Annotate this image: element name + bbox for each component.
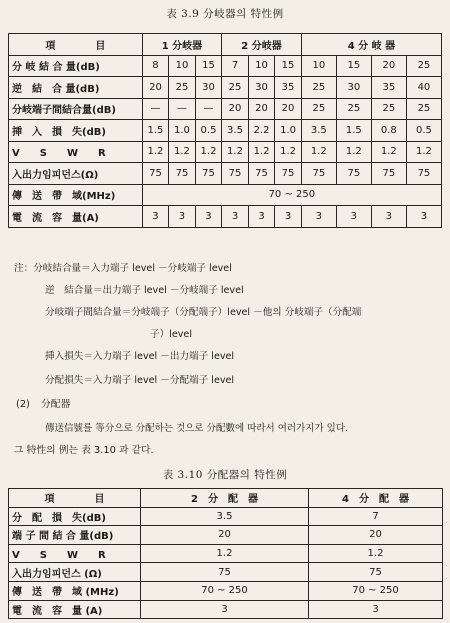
cell-value: 15 bbox=[195, 55, 222, 77]
cell-value: 3 bbox=[248, 206, 275, 228]
cell-value: 75 bbox=[275, 163, 302, 185]
row-label: 電 流 容 量 (A) bbox=[9, 600, 141, 619]
cell-value: 1.2 bbox=[248, 141, 275, 163]
cell-value: 1.2 bbox=[141, 544, 309, 563]
note-text: 分岐結合量＝入力端子 level －分岐端子 level bbox=[33, 263, 232, 274]
cell-value: 3 bbox=[406, 206, 441, 228]
row-label: 入出力임피던스(Ω) bbox=[9, 163, 143, 185]
cell-value: 75 bbox=[222, 163, 249, 185]
cell-value: 3 bbox=[141, 600, 309, 619]
cell-value: 1.5 bbox=[336, 120, 371, 142]
cell-value: 8 bbox=[142, 55, 169, 77]
note-4: 挿入損失＝入力端子 level －出力端子 level bbox=[45, 351, 235, 362]
note-3: 分岐端子間結合量＝分岐端子（分配端子）level －他의 分岐端子（分配端 bbox=[45, 307, 362, 318]
cell-value: 75 bbox=[141, 563, 309, 582]
cell-value: 7 bbox=[309, 507, 443, 526]
table-3-9 bbox=[8, 33, 442, 228]
cell-value: 20 bbox=[248, 98, 275, 120]
cell-value: 75 bbox=[406, 163, 441, 185]
table2-caption: 表 3.10 分配器의 特性例 bbox=[162, 469, 288, 481]
cell-value: 3 bbox=[336, 206, 371, 228]
cell-value: 3 bbox=[301, 206, 336, 228]
cell-value: 1.2 bbox=[371, 141, 406, 163]
table-row bbox=[9, 163, 442, 185]
cell-value: — bbox=[169, 98, 196, 120]
cell-value: 75 bbox=[248, 163, 275, 185]
cell-value: 3 bbox=[371, 206, 406, 228]
cell-value: 25 bbox=[371, 98, 406, 120]
cell-value: 10 bbox=[248, 55, 275, 77]
cell-value: 20 bbox=[222, 98, 249, 120]
header-item: 項 目 bbox=[9, 34, 143, 56]
table-row bbox=[9, 600, 443, 619]
cell-value: 1.2 bbox=[275, 141, 302, 163]
row-label: 分 岐 結 合 量(dB) bbox=[9, 55, 143, 77]
note-prefix: 注： bbox=[14, 263, 34, 274]
table-row bbox=[9, 98, 442, 120]
cell-value: 1.2 bbox=[142, 141, 169, 163]
band-value: 70 ~ 250 bbox=[142, 184, 441, 206]
cell-value: 20 bbox=[142, 77, 169, 99]
row-label: 分岐端子間結合量(dB) bbox=[9, 98, 143, 120]
cell-value: 1.2 bbox=[336, 141, 371, 163]
cell-value: 0.5 bbox=[406, 120, 441, 142]
cell-value: 3 bbox=[309, 600, 443, 619]
cell-value: 15 bbox=[275, 55, 302, 77]
note-2: 逆 結合量＝出力端子 level －分岐端子 level bbox=[45, 285, 244, 296]
row-label: V S W R bbox=[9, 141, 143, 163]
cell-value: — bbox=[195, 98, 222, 120]
cell-value: 1.2 bbox=[406, 141, 441, 163]
cell-value: 25 bbox=[301, 77, 336, 99]
cell-value: 75 bbox=[169, 163, 196, 185]
cell-value: 70 ~ 250 bbox=[309, 581, 443, 600]
cell-value: 30 bbox=[195, 77, 222, 99]
cell-value: 0.5 bbox=[195, 120, 222, 142]
cell-value: 1.5 bbox=[142, 120, 169, 142]
table1-caption: 表 3.9 分岐器의 特性例 bbox=[166, 8, 284, 20]
table-row bbox=[9, 55, 442, 77]
row-label: 傳 送 帶 域 (MHz) bbox=[9, 581, 141, 600]
cell-value: 75 bbox=[336, 163, 371, 185]
table-row bbox=[9, 544, 443, 563]
table-header-row bbox=[9, 34, 442, 56]
cell-value: 20 bbox=[309, 526, 443, 545]
cell-value: 25 bbox=[406, 98, 441, 120]
paragraph-line-2: 그 特性의 例는 表 3.10 과 같다. bbox=[14, 445, 154, 456]
header-4-divider: 4 分 配 器 bbox=[309, 489, 443, 508]
cell-value: 2.2 bbox=[248, 120, 275, 142]
cell-value: 40 bbox=[406, 77, 441, 99]
note-1 bbox=[14, 260, 232, 274]
cell-value: 3 bbox=[275, 206, 302, 228]
cell-value: 1.2 bbox=[309, 544, 443, 563]
cell-value: 75 bbox=[142, 163, 169, 185]
table-row bbox=[9, 77, 442, 99]
table-row bbox=[9, 563, 443, 582]
header-item: 項 目 bbox=[9, 489, 141, 508]
cell-value: 3 bbox=[142, 206, 169, 228]
table-row bbox=[9, 120, 442, 142]
cell-value: 1.2 bbox=[222, 141, 249, 163]
cell-value: 25 bbox=[406, 55, 441, 77]
cell-value: 30 bbox=[336, 77, 371, 99]
table-row bbox=[9, 507, 443, 526]
cell-value: 20 bbox=[371, 55, 406, 77]
cell-value: 25 bbox=[222, 77, 249, 99]
cell-value: 1.0 bbox=[275, 120, 302, 142]
cell-value: 30 bbox=[248, 77, 275, 99]
row-label: 分 配 損 失(dB) bbox=[9, 507, 141, 526]
cell-value: 20 bbox=[141, 526, 309, 545]
table-row bbox=[9, 206, 442, 228]
cell-value: 1.2 bbox=[301, 141, 336, 163]
cell-value: 1.2 bbox=[195, 141, 222, 163]
note-5: 分配損失＝入力端子 level －分配端子 level bbox=[45, 375, 235, 386]
cell-value: 10 bbox=[169, 55, 196, 77]
cell-value: 35 bbox=[275, 77, 302, 99]
cell-value: 25 bbox=[336, 98, 371, 120]
cell-value: 3 bbox=[222, 206, 249, 228]
table-row bbox=[9, 526, 443, 545]
cell-value: 3.5 bbox=[301, 120, 336, 142]
header-1-splitter: 1 分岐器 bbox=[142, 34, 222, 56]
section-heading bbox=[16, 396, 70, 410]
cell-value: 75 bbox=[371, 163, 406, 185]
cell-value: 70 ~ 250 bbox=[141, 581, 309, 600]
row-label: 電 流 容 量(A) bbox=[9, 206, 143, 228]
table-header-row bbox=[9, 489, 443, 508]
table-3-10 bbox=[8, 488, 443, 619]
table-row bbox=[9, 141, 442, 163]
cell-value: 75 bbox=[195, 163, 222, 185]
table-row bbox=[9, 581, 443, 600]
note-3-cont: 子）level bbox=[150, 329, 193, 340]
header-2-divider: 2 分 配 器 bbox=[141, 489, 309, 508]
row-label: 入出力임피던스 (Ω) bbox=[9, 563, 141, 582]
row-label: V S W R bbox=[9, 544, 141, 563]
cell-value: 25 bbox=[169, 77, 196, 99]
paragraph-line-1: 傳送信號를 等分으로 分配하는 것으로 分配數에 따라서 여러가지가 있다. bbox=[45, 423, 349, 434]
cell-value: 1.2 bbox=[169, 141, 196, 163]
cell-value: — bbox=[142, 98, 169, 120]
row-label: 端 子 間 結 合 量(dB) bbox=[9, 526, 141, 545]
cell-value: 75 bbox=[301, 163, 336, 185]
cell-value: 0.8 bbox=[371, 120, 406, 142]
table-row bbox=[9, 184, 442, 206]
header-2-splitter: 2 分岐器 bbox=[222, 34, 302, 56]
cell-value: 7 bbox=[222, 55, 249, 77]
cell-value: 25 bbox=[301, 98, 336, 120]
cell-value: 1.0 bbox=[169, 120, 196, 142]
cell-value: 15 bbox=[336, 55, 371, 77]
cell-value: 3 bbox=[195, 206, 222, 228]
cell-value: 10 bbox=[301, 55, 336, 77]
row-label: 挿 入 損 失(dB) bbox=[9, 120, 143, 142]
cell-value: 3.5 bbox=[141, 507, 309, 526]
cell-value: 3.5 bbox=[222, 120, 249, 142]
section-title: 分配器 bbox=[41, 399, 71, 410]
row-label: 傳 送 帶 域(MHz) bbox=[9, 184, 143, 206]
cell-value: 75 bbox=[309, 563, 443, 582]
header-4-splitter: 4 分 岐 器 bbox=[301, 34, 441, 56]
cell-value: 20 bbox=[275, 98, 302, 120]
cell-value: 3 bbox=[169, 206, 196, 228]
cell-value: 35 bbox=[371, 77, 406, 99]
section-number: (2) bbox=[16, 399, 30, 410]
row-label: 逆 結 合 量(dB) bbox=[9, 77, 143, 99]
